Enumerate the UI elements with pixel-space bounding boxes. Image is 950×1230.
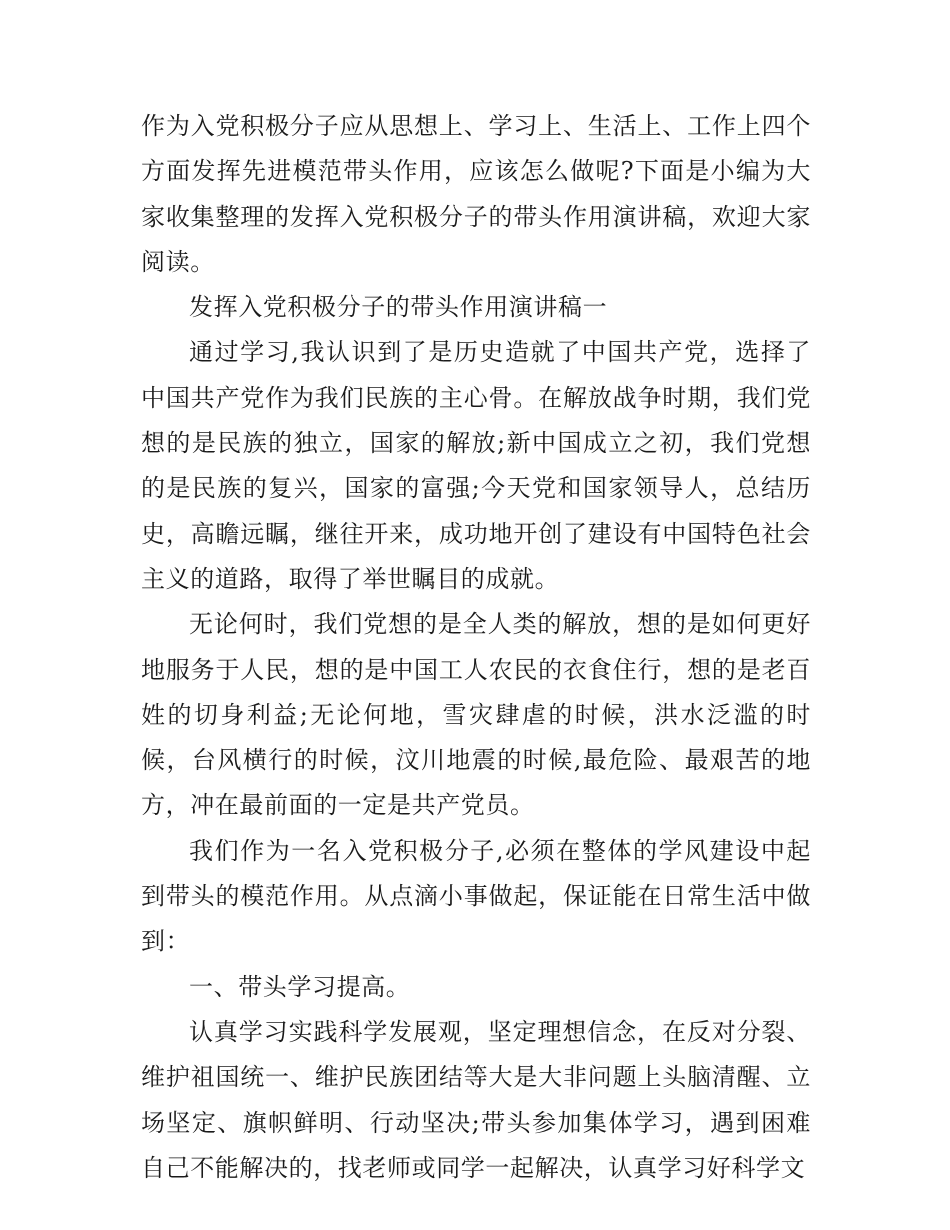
body-paragraph: 认真学习实践科学发展观，坚定理想信念，在反对分裂、维护祖国统一、维护民族团结等大是大非问题上头脑清醒、立场坚定、旗帜鲜明、行动坚决;带头参加集体学习，遇到困难自己不能解决的，找老师或同学一起解决，认真学习好科学文 (141, 1017, 811, 1182)
section-title: 发挥入党积极分子的带头作用演讲稿一 (189, 293, 608, 322)
body-paragraph: 我们作为一名入党积极分子,必须在整体的学风建设中起到带头的模范作用。从点滴小事做起，保证能在日常生活中做到： (141, 836, 811, 956)
body-paragraph: 无论何时，我们党想的是全人类的解放，想的是如何更好地服务于人民，想的是中国工人农民的衣食住行，想的是老百姓的切身利益;无论何地，雪灾肆虐的时候，洪水泛滥的时候，台风横行的时候，汶川地震的时候,最危险、最艰苦的地方，冲在最前面的一定是共产党员。 (141, 610, 811, 820)
document-body (141, 104, 811, 1191)
intro-paragraph: 作为入党积极分子应从思想上、学习上、生活上、工作上四个方面发挥先进模范带头作用，应该怎么做呢?下面是小编为大家收集整理的发挥入党积极分子的带头作用演讲稿，欢迎大家阅读。 (141, 112, 811, 276)
list-heading: 一、带头学习提高。 (189, 972, 411, 1001)
body-paragraph: 通过学习,我认识到了是历史造就了中国共产党，选择了中国共产党作为我们民族的主心骨。在解放战争时期，我们党想的是民族的独立，国家的解放;新中国成立之初，我们党想的是民族的复兴，国家的富强;今天党和国家领导人，总结历史，高瞻远瞩，继往开来，成功地开创了建设有中国特色社会主义的道路，取得了举世瞩目的成就。 (141, 338, 811, 593)
